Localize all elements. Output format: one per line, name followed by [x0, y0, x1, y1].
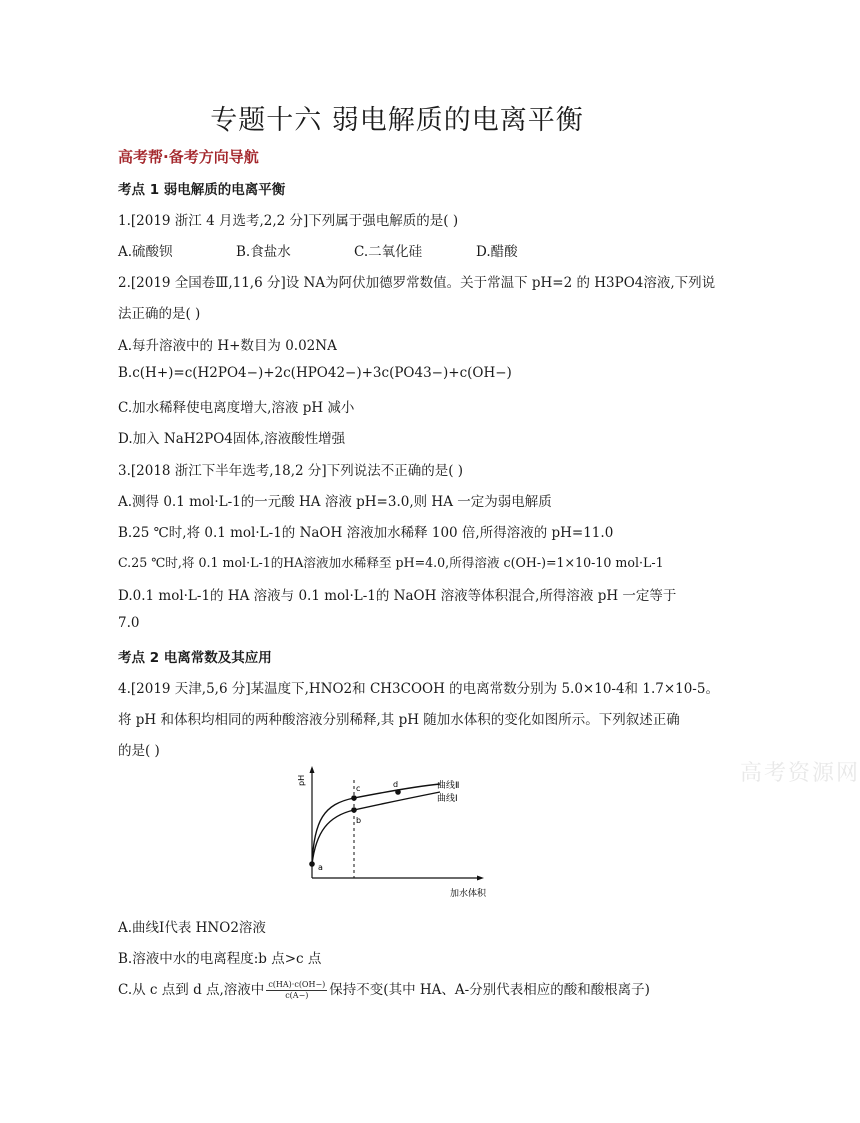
q4-option-c-suffix: 保持不变(其中 HA、A-分别代表相应的酸和酸根离子) — [329, 982, 650, 998]
fraction-denominator: c(A−) — [285, 991, 309, 1000]
q2-stem-line1: 2.[2019 全国卷Ⅲ,11,6 分]设 NA为阿伏加德罗常数值。关于常温下 pH=2 的 H3PO4溶液,下列说 — [118, 275, 716, 291]
q4-option-c-prefix: C.从 c 点到 d 点,溶液中 — [118, 982, 265, 998]
point-c — [351, 795, 357, 801]
y-axis-label: pH — [297, 774, 306, 786]
curve-ii-label: 曲线Ⅱ — [437, 781, 460, 791]
point-c-label: c — [356, 784, 361, 793]
q2-option-c: C.加水稀释使电离度增大,溶液 pH 减小 — [118, 400, 355, 416]
point-b — [351, 807, 357, 813]
brand-heading: 高考帮·备考方向导航 — [118, 148, 259, 166]
point-a-label: a — [318, 863, 323, 872]
q4-option-c-fraction — [266, 980, 327, 1001]
x-axis-arrow — [477, 876, 484, 881]
q1-stem: 1.[2019 浙江 4 月选考,2,2 分]下列属于强电解质的是( ) — [118, 213, 459, 229]
watermark: 高考资源网 — [740, 761, 860, 786]
q2-option-b: B.c(H+)=c(H2PO4−)+2c(HPO42−)+3c(PO43−)+c(OH−) — [118, 365, 512, 381]
q3-option-a: A.测得 0.1 mol·L-1的一元酸 HA 溶液 pH=3.0,则 HA 一定为弱电解质 — [118, 494, 552, 510]
fraction-numerator: c(HA)·c(OH−) — [268, 980, 326, 989]
point-a — [309, 861, 315, 867]
curve-i-label: 曲线Ⅰ — [437, 794, 458, 804]
point-d-label: d — [393, 780, 399, 789]
q3-option-b: B.25 ℃时,将 0.1 mol·L-1的 NaOH 溶液加水稀释 100 倍,所得溶液的 pH=11.0 — [118, 525, 614, 541]
q3-option-d-line1: D.0.1 mol·L-1的 HA 溶液与 0.1 mol·L-1的 NaOH 溶液等体积混合,所得溶液 pH 一定等于 — [118, 588, 677, 604]
q3-option-d-line2: 7.0 — [118, 615, 140, 631]
q1-option-b: B.食盐水 — [236, 244, 291, 260]
curve-i — [312, 792, 440, 864]
q4-option-b: B.溶液中水的电离程度:b 点>c 点 — [118, 951, 322, 967]
q1-option-d: D.醋酸 — [476, 244, 518, 260]
q1-option-a: A.硫酸钡 — [118, 244, 173, 260]
q2-option-d: D.加入 NaH2PO4固体,溶液酸性增强 — [118, 431, 346, 447]
page-title: 专题十六 弱电解质的电离平衡 — [210, 105, 584, 136]
q4-stem-line1: 4.[2019 天津,5,6 分]某温度下,HNO2和 CH3COOH 的电离常数分别为 5.0×10-4和 1.7×10-5。 — [118, 681, 719, 697]
q3-option-c: C.25 ℃时,将 0.1 mol·L-1的HA溶液加水稀释至 pH=4.0,所得溶液 c(OH-)=1×10-10 mol·L-1 — [118, 555, 664, 570]
y-axis-arrow — [310, 766, 315, 773]
ph-dilution-figure — [290, 760, 520, 900]
x-axis-label: 加水体积 — [450, 889, 487, 899]
point-b-label: b — [356, 816, 362, 825]
q4-option-a: A.曲线Ⅰ代表 HNO2溶液 — [118, 920, 266, 936]
q2-stem-line2: 法正确的是( ) — [118, 306, 201, 322]
q4-option-c — [118, 978, 650, 1001]
point-d — [395, 789, 401, 795]
q1-option-c: C.二氧化硅 — [354, 244, 423, 260]
q4-stem-line3: 的是( ) — [118, 743, 160, 759]
section-heading-2: 考点 2 电离常数及其应用 — [118, 650, 272, 666]
q4-stem-line2: 将 pH 和体积均相同的两种酸溶液分别稀释,其 pH 随加水体积的变化如图所示。下列叙述正确 — [118, 712, 680, 728]
q3-stem: 3.[2018 浙江下半年选考,18,2 分]下列说法不正确的是( ) — [118, 463, 464, 479]
q2-option-a: A.每升溶液中的 H+数目为 0.02NA — [118, 338, 337, 354]
section-heading-1: 考点 1 弱电解质的电离平衡 — [118, 182, 286, 198]
